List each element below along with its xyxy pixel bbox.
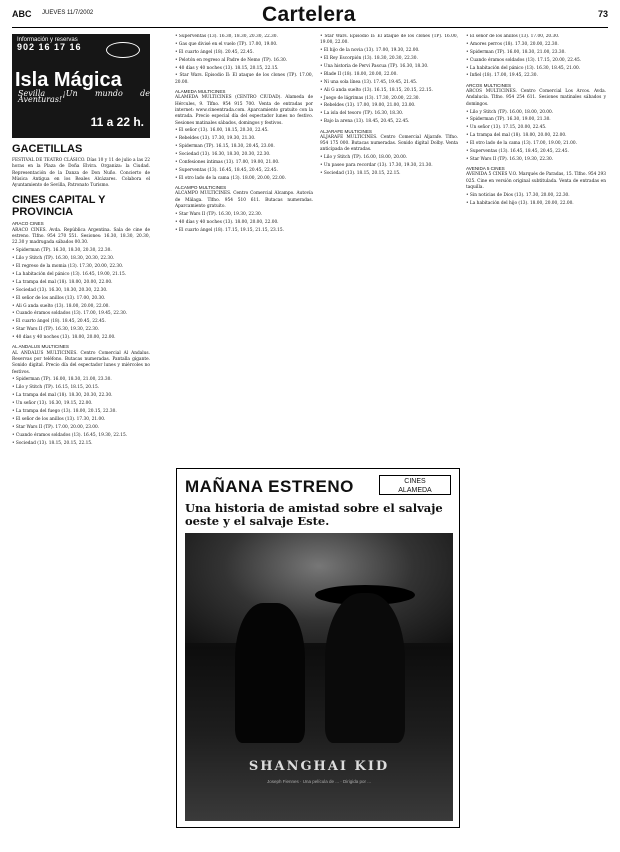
film-listing: • Lilo y Stitch (TP). 16.00, 18.00, 20.00. <box>320 155 458 161</box>
film-listing: • El otro lado de la cama (13). 18.00, 20.00, 22.00. <box>175 176 313 182</box>
cinema-name: AL ANDALUS MULTICINES <box>12 344 69 350</box>
ad-headline: Una historia de amistad sobre el salvaje oeste y el salvaje Este. <box>185 501 443 528</box>
poster-title: SHANGHAI KID <box>248 759 390 774</box>
ad-phone-block <box>17 37 82 51</box>
cinema-name: ALCAMPO MULTICINES <box>175 185 227 191</box>
film-listing: • Spiderman (TP). 16.00, 18.30, 21.00, 23.30. <box>12 377 150 383</box>
ad-tel-number: 902 16 17 16 <box>17 42 82 52</box>
cinema-name: ALJARAFE MULTICINES <box>320 128 372 134</box>
film-listing: • La habitación del pánico (13). 16.45, 19.00, 21.15. <box>12 272 150 278</box>
page-number: 73 <box>597 9 608 19</box>
film-listing: • Sociedad (13). 18.15, 20.15, 22.15. <box>320 171 458 177</box>
poster-sky <box>185 533 453 643</box>
section-label: ABC <box>12 9 32 19</box>
film-listing: • Ali G anda suelto (13). 18.00, 20.00, 22.00. <box>12 304 150 310</box>
column-1 <box>12 34 150 448</box>
film-listing: • La habitación del pánico (13). 16.30, 18.45, 21.00. <box>466 66 606 72</box>
film-listing: • El cuarto ángel (18). 17.15, 19.15, 21.15, 23.15. <box>175 228 313 234</box>
cinema-info: ARCOS MULTICINES. Centro Comercial Los Arcos. Avda. Andalucía. Tlfno. 954 254 611. Sesiones matinales sábados y domingos. <box>466 89 606 107</box>
film-listing: • La trampa del fuego (13). 18.00, 20.15, 22.30. <box>12 409 150 415</box>
film-listing: • Spiderman (TP). 16.30, 19.00, 21.30. <box>466 117 606 123</box>
cinema-name: ARACO CINES <box>12 221 44 227</box>
film-listing: • Un señor (13). 16.30, 19.15, 22.00. <box>12 401 150 407</box>
film-listing: • Spiderman (TP). 16.00, 18.30, 21.00, 23.30. <box>466 50 606 56</box>
page-header <box>12 4 608 28</box>
film-listing: • El señor de los anillos (13). 17.30, 21.00. <box>12 417 150 423</box>
film-listing: • Amores perros (18). 17.30, 20.00, 22.30. <box>466 42 606 48</box>
film-listing: • Star Wars II (TP). 16.30, 19.30, 22.30. <box>12 327 150 333</box>
film-listing: • Star Wars II (TP). 16.30, 19.30, 22.30. <box>175 212 313 218</box>
cinema-info: AVENIDA 5 CINES V.O. Marqués de Paradas, 15. Tlfno. 954 293 025. Cine en versión original subtitulada. Venta de entradas en taquilla. <box>466 172 606 191</box>
film-listing: • Rebeldes (13). 17.30, 19.30, 21.30. <box>175 136 313 142</box>
cinema-logo <box>379 475 451 495</box>
cinema-name: ALAMEDA MULTICINES <box>175 89 226 95</box>
gacetillas-title: GACETILLAS <box>12 143 83 155</box>
film-listing: • La trampa del mal (18). 18.00, 20.00, 22.00. <box>12 280 150 286</box>
film-listing: • Star Wars. Episodio II: El ataque de los clones (TP). 16.00, 19.00, 22.00. <box>320 34 458 47</box>
poster-credits: Joseph Fiennes · Una película de ... · Dirigida por ... <box>266 779 372 784</box>
film-listing: • Juego de lágrimas (13). 17.30, 20.00, 22.30. <box>320 96 458 102</box>
film-listing: • El señor de los anillos (13). 17.00, 20.30. <box>12 296 150 302</box>
film-listing: • Bajo la arena (13). 18.45, 20.45, 22.45. <box>320 119 458 125</box>
cines-section-title: CINES CAPITAL Y PROVINCIA <box>12 194 106 219</box>
ad-hours: 11 a 22 h. <box>90 115 144 129</box>
film-listing: • 40 días y 40 noches (13). 18.15, 20.15, 22.15. <box>175 66 313 72</box>
column-4 <box>466 34 606 209</box>
ad-slogan: Sevilla ¡Un mundo de Aventuras! <box>18 89 150 105</box>
listing-group <box>12 248 150 341</box>
film-listing: • Cuando éramos soldados (13). 17.15, 20.00, 22.45. <box>466 58 606 64</box>
film-listing: • Un paseo para recordar (13). 17.30, 19.30, 21.30. <box>320 163 458 169</box>
film-listing: • Star Wars II (TP). 16.30, 19.30, 22.30. <box>466 157 606 163</box>
film-listing: • Ni una sola línea (13). 17.45, 19.45, 21.45. <box>320 80 458 86</box>
film-listing: • La trampa del mal (18). 18.30, 20.30, 22.30. <box>12 393 150 399</box>
poster-figure <box>325 593 405 743</box>
film-listing: • Superventas (13). 16.30, 18.30, 20.30, 22.30. <box>175 34 313 40</box>
column-2 <box>175 34 313 236</box>
film-listing: • Spiderman (TP). 16.15, 18.30, 20.45, 23.00. <box>175 144 313 150</box>
cinema-logo-line1: CINES <box>404 478 426 485</box>
film-listing: • Blade II (18). 18.00, 20.00, 22.00. <box>320 72 458 78</box>
issue-date: JUEVES 11/7/2002 <box>42 10 94 16</box>
cinema-info: ALJARAFE MULTICINES. Centro Comercial Aljarafe. Tlfno. 954 175 000. Butacas numeradas. Sonido digital Dolby. Venta anticipada de entradas. <box>320 134 458 153</box>
cinema-info: ALCAMPO MULTICINES. Centro Comercial Alcampo. Autovía de Málaga. Tlfno. 954 510 611. Butacas numeradas. Aparcamiento gratuito. <box>175 191 313 209</box>
cinema-info: AL ANDALUS MULTICINES. Centro Comercial Al Andalus. Reservas por teléfono. Butacas numeradas. Pantalla gigante. Sonido digital. Precio día del espectador lunes y miércoles no festivos. <box>12 350 150 375</box>
film-listing: • Gas que divisé en el vuelo (TP). 17.00, 19.00. <box>175 42 313 48</box>
ad-brand-name: Isla Mágica <box>15 69 122 91</box>
listing-group <box>12 377 150 446</box>
ad-tel-label: Información y reservas <box>17 37 78 43</box>
film-listing: • Lilo y Stitch (TP). 16.00, 18.00, 20.00. <box>466 110 606 116</box>
film-listing: • El cuarto ángel (18). 18.45, 20.45, 22.45. <box>12 319 150 325</box>
film-listing: • La trampa del mal (18). 18.00, 20.00, 22.00. <box>466 133 606 139</box>
film-listing: • El regreso de la momia (13). 17.30, 20.00, 22.30. <box>12 264 150 270</box>
column-3 <box>320 34 458 179</box>
film-listing: • Confesiones íntimas (13). 17.00, 19.00, 21.00. <box>175 160 313 166</box>
film-listing: • Spiderman (TP). 16.30, 18.30, 20.30, 22.30. <box>12 248 150 254</box>
film-listing: • Superventas (13). 16.45, 18.45, 20.45, 22.45. <box>175 168 313 174</box>
film-listing: • Pelotón en regreso al Padre de Nemo (TP). 16.30. <box>175 58 313 64</box>
cinema-info: ARACO CINES. Avda. República Argentina. Sala de cine de estreno. Tlfno. 954 270 551. Sesiones: 16.30, 18.30, 20.30, 22.30 y madrugada sábados 00.30. <box>12 227 150 246</box>
cinema-name: ARCOS MULTICINES <box>466 82 512 88</box>
movie-poster-image <box>185 533 453 821</box>
page-title: Cartelera <box>262 3 356 26</box>
film-listing: • El señor (13). 16.00, 18.15, 20.30, 22.45. <box>175 128 313 134</box>
ad-logo-shape <box>106 42 140 58</box>
film-listing: • Rebeldes (13). 17.00, 19.00, 21.00, 23.00. <box>320 103 458 109</box>
film-listing: • Sociedad (13). 18.15, 20.15, 22.15. <box>12 441 150 447</box>
film-listing: • Sin noticias de Dios (13). 17.30, 20.00, 22.30. <box>466 193 606 199</box>
poster-figure <box>235 603 305 743</box>
film-listing: • Sociedad (13). 16.30, 18.30, 20.30, 22.30. <box>12 288 150 294</box>
film-listing: • 40 días y 40 noches (13). 18.00, 20.00, 22.00. <box>175 220 313 226</box>
film-listing: • Lilo y Stitch (TP). 16.30, 18.30, 20.30, 22.30. <box>12 256 150 262</box>
film-listing: • Cuando éramos soldados (13). 17.00, 19.45, 22.30. <box>12 311 150 317</box>
cinema-name: AVENIDA 5 CINES <box>466 166 505 172</box>
cinema-logo-line2: ALAMEDA <box>398 487 432 494</box>
film-listing: • El señor de los anillos (13). 17.00, 20.30. <box>466 34 606 40</box>
isla-magica-ad[interactable] <box>12 34 150 138</box>
film-listing: • Ali G anda suelto (13). 16.15, 18.15, 20.15, 22.15. <box>320 88 458 94</box>
film-listing: • La habitación del hijo (13). 18.00, 20.00, 22.00. <box>466 201 606 207</box>
cinema-info: ALAMEDA MULTICINES (CENTRO CIUDAD). Alameda de Hércules, 9. Tlfno. 954 915 700. Venta de entradas por internet: www.cineentrada.com. Aparcamiento gratuito con la entrada. Precio especial día del espectador lunes no festivo. Sesiones matinales sábados, domingos y festivos. <box>175 95 313 126</box>
film-listing: • Sociedad (13). 16.30, 18.30, 20.30, 22.30. <box>175 152 313 158</box>
film-listing: • La isla del tesoro (TP). 16.30, 18.30. <box>320 111 458 117</box>
ad-premiere-heading: MAÑANA ESTRENO <box>185 477 354 496</box>
film-listing: • Una historia de Pervi Pascua (TP). 16.30, 18.30. <box>320 64 458 70</box>
film-listing: • Star Wars. Episodio II: El ataque de los clones (TP). 17.00, 20.00. <box>175 73 313 86</box>
film-listing: • Infiel (18). 17.00, 19.45, 22.30. <box>466 73 606 79</box>
film-listing: • Star Wars II (TP). 17.00, 20.00, 23.00. <box>12 425 150 431</box>
film-listing: • El otro lado de la cama (13). 17.00, 19.00, 21.00. <box>466 141 606 147</box>
film-listing: • Lilo y Stitch (TP). 16.15, 18.15, 20.15. <box>12 385 150 391</box>
film-listing: • Un señor (13). 17.15, 20.00, 22.45. <box>466 125 606 131</box>
film-listing: • Superventas (13). 16.45, 18.45, 20.45, 22.45. <box>466 149 606 155</box>
gacetillas-text: FESTIVAL DE TEATRO CLÁSICO. Días 10 y 11 de julio a las 22 horas en la Plaza de Doña Elvira. Organiza: la Ciudad. Representación de la Danza de Don Nuño. Concierto de Música Antigua en los Reales Alcázares. Colabora el Ayuntamiento de Sevilla, Patronato Turismo. <box>12 158 150 189</box>
movie-premiere-ad[interactable] <box>176 468 460 828</box>
film-listing: • El Rey Escorpión (13). 18.30, 20.30, 22.30. <box>320 56 458 62</box>
film-listing: • El cuarto ángel (18). 20.45, 22.45. <box>175 50 313 56</box>
film-listing: • Cuando éramos soldados (13). 16.45, 19.30, 22.15. <box>12 433 150 439</box>
film-listing: • 40 días y 40 noches (13). 18.00, 20.00, 22.00. <box>12 335 150 341</box>
film-listing: • El hijo de la novia (13). 17.00, 19.30, 22.00. <box>320 48 458 54</box>
